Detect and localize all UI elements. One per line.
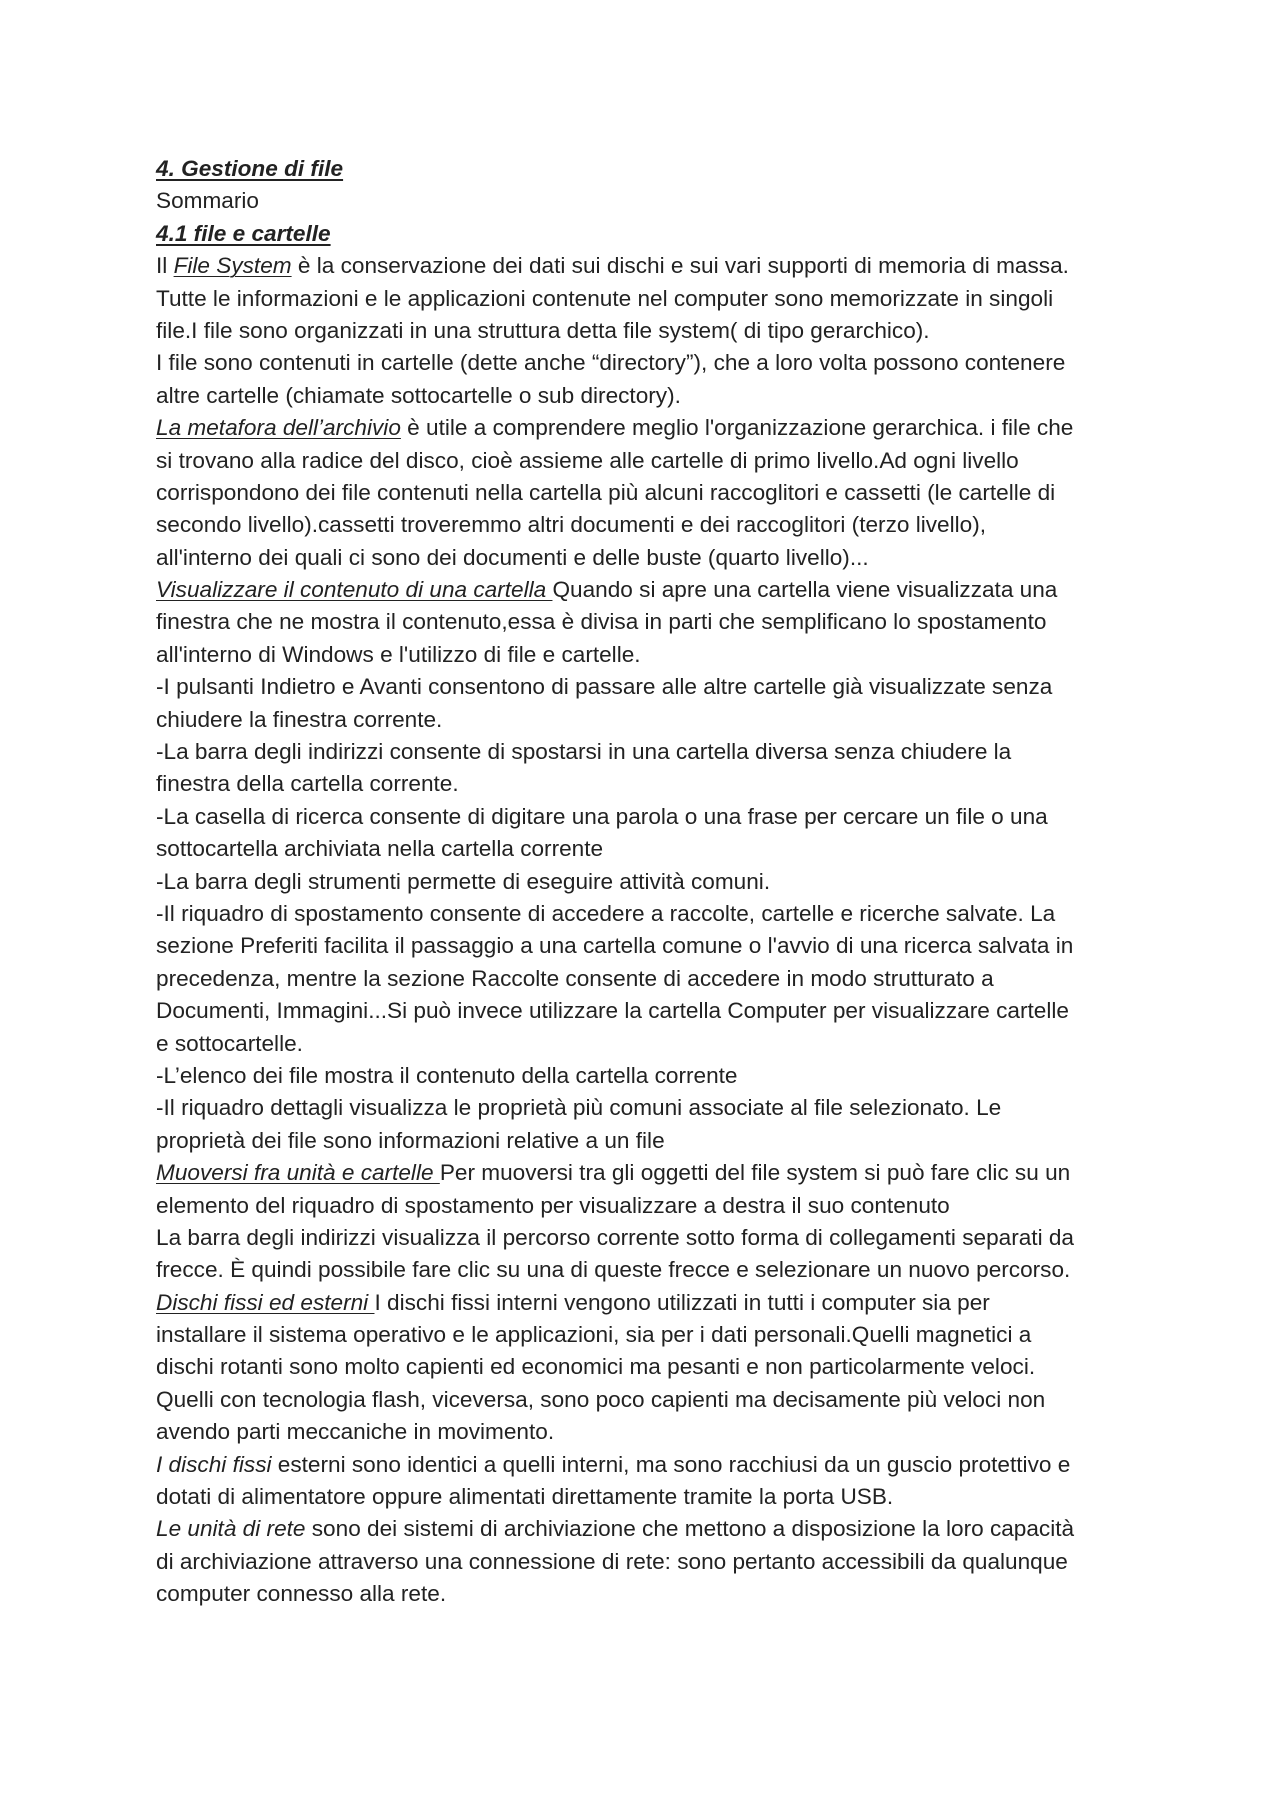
paragraph-line: Quelli con tecnologia flash, viceversa, sono poco capienti ma decisamente più veloci non — [156, 1386, 1046, 1412]
paragraph-line: elemento del riquadro di spostamento per visualizzare a destra il suo contenuto — [156, 1192, 950, 1218]
paragraph-line: sottocartella archiviata nella cartella corrente — [156, 836, 604, 862]
paragraph-line — [156, 574, 1156, 606]
paragraph-line: Documenti, Immagini...Si può invece utilizzare la cartella Computer per visualizzare cartelle — [156, 998, 1069, 1024]
term-file-system: File System — [173, 253, 292, 279]
paragraph-line: frecce. È quindi possibile fare clic su una di queste frecce e selezionare un nuovo percorso. — [156, 1257, 1071, 1283]
text-run: esterni sono identici a quelli interni, ma sono racchiusi da un guscio protettivo e — [271, 1451, 1071, 1477]
paragraph-line: computer connesso alla rete. — [156, 1581, 447, 1607]
section-title — [156, 218, 1156, 250]
paragraph-line: -I pulsanti Indietro e Avanti consentono di passare alle altre cartelle già visualizzate senza — [156, 674, 1053, 700]
term-dischi-fissi: I dischi fissi — [156, 1451, 272, 1477]
paragraph-line: dotati di alimentatore oppure alimentati direttamente tramite la porta USB. — [156, 1484, 894, 1510]
term-metafora-archivio: La metafora dell’archivio — [156, 415, 401, 441]
paragraph-line: -L’elenco dei file mostra il contenuto della cartella corrente — [156, 1062, 738, 1088]
paragraph-line: installare il sistema operativo e le applicazioni, sia per i dati personali.Quelli magnetici a — [156, 1322, 1032, 1348]
paragraph-line: sezione Preferiti facilita il passaggio a una cartella comune o l'avvio di una ricerca salvata in — [156, 933, 1074, 959]
paragraph-line: corrispondono dei file contenuti nella cartella più alcuni raccoglitori e cassetti (le cartelle di — [156, 479, 1056, 505]
text-run: è la conservazione dei dati sui dischi e sui vari supporti di memoria di massa. — [291, 253, 1069, 279]
paragraph-line — [156, 1513, 1156, 1545]
term-muoversi: Muoversi fra unità e cartelle — [156, 1160, 440, 1186]
paragraph-line: La barra degli indirizzi visualizza il percorso corrente sotto forma di collegamenti separati da — [156, 1224, 1074, 1250]
paragraph-line: -Il riquadro di spostamento consente di accedere a raccolte, cartelle e ricerche salvate. La — [156, 900, 1056, 926]
paragraph-line — [156, 412, 1156, 444]
paragraph-line: all'interno dei quali ci sono dei documenti e delle buste (quarto livello)... — [156, 544, 869, 570]
paragraph-line — [156, 1449, 1156, 1481]
term-dischi-fissi-esterni: Dischi fissi ed esterni — [156, 1289, 375, 1315]
paragraph-line: Tutte le informazioni e le applicazioni contenute nel computer sono memorizzate in singoli — [156, 285, 1054, 311]
paragraph-line: I file sono contenuti in cartelle (dette anche “directory”), che a loro volta possono contenere — [156, 350, 1066, 376]
paragraph-line: -La barra degli indirizzi consente di spostarsi in una cartella diversa senza chiudere la — [156, 739, 1012, 765]
paragraph-line — [156, 1287, 1156, 1319]
paragraph-line: di archiviazione attraverso una connessione di rete: sono pertanto accessibili da qualunque — [156, 1548, 1068, 1574]
text-run: Quando si apre una cartella viene visualizzata una — [552, 577, 1058, 603]
paragraph-line: e sottocartelle. — [156, 1030, 303, 1056]
paragraph-line: precedenza, mentre la sezione Raccolte consente di accedere in modo strutturato a — [156, 965, 994, 991]
text-run: Per muoversi tra gli oggetti del file system si può fare clic su un — [439, 1160, 1071, 1186]
paragraph-line: -Il riquadro dettagli visualizza le proprietà più comuni associate al file selezionato. Le — [156, 1095, 1002, 1121]
paragraph-line: si trovano alla radice del disco, cioè assieme alle cartelle di primo livello.Ad ogni livello — [156, 447, 1019, 473]
text-run: Il — [156, 253, 174, 279]
term-visualizzare-contenuto: Visualizzare il contenuto di una cartella — [156, 577, 553, 603]
paragraph-line — [156, 1157, 1156, 1189]
paragraph-line: chiudere la finestra corrente. — [156, 706, 443, 732]
text-run: è utile a comprendere meglio l'organizzazione gerarchica. i file che — [400, 415, 1074, 441]
chapter-title — [156, 153, 1156, 185]
text-run: I dischi fissi interni vengono utilizzati in tutti i computer sia per — [374, 1289, 990, 1315]
text-run: sono dei sistemi di archiviazione che mettono a disposizione la loro capacità — [305, 1516, 1075, 1542]
paragraph-line: finestra della cartella corrente. — [156, 771, 459, 797]
term-unita-di-rete: Le unità di rete — [156, 1516, 306, 1542]
summary-label: Sommario — [156, 188, 259, 214]
paragraph-line: -La barra degli strumenti permette di eseguire attività comuni. — [156, 868, 771, 894]
paragraph-line: proprietà dei file sono informazioni relative a un file — [156, 1127, 665, 1153]
paragraph-line: all'interno di Windows e l'utilizzo di file e cartelle. — [156, 641, 641, 667]
paragraph-line: secondo livello).cassetti troveremmo altri documenti e dei raccoglitori (terzo livello), — [156, 512, 987, 538]
paragraph-line: finestra che ne mostra il contenuto,essa è divisa in parti che semplificano lo spostamento — [156, 609, 1047, 635]
document-page — [156, 153, 1156, 1611]
section-title-text: 4.1 file e cartelle — [156, 220, 331, 246]
chapter-title-text: 4. Gestione di file — [156, 156, 344, 181]
paragraph-line: -La casella di ricerca consente di digitare una parola o una frase per cercare un file o una — [156, 803, 1048, 829]
paragraph-line: dischi rotanti sono molto capienti ed economici ma pesanti e non particolarmente veloci. — [156, 1354, 1036, 1380]
paragraph-line: altre cartelle (chiamate sottocartelle o sub directory). — [156, 382, 681, 408]
paragraph-line: file.I file sono organizzati in una struttura detta file system( di tipo gerarchico). — [156, 317, 930, 343]
paragraph-line — [156, 250, 1156, 282]
paragraph-line: avendo parti meccaniche in movimento. — [156, 1419, 555, 1445]
